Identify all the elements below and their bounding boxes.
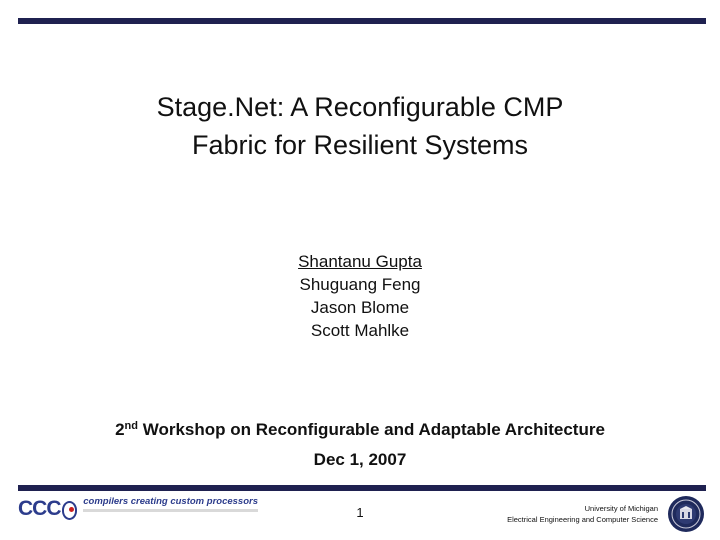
ccc-logo [18, 495, 258, 523]
author-list [0, 250, 720, 342]
workshop-name [0, 411, 720, 445]
affiliation-university: University of Michigan [584, 504, 658, 513]
workshop-ordinal-number: 2 [115, 420, 125, 439]
workshop-title: Workshop on Reconfigurable and Adaptable Architecture [137, 420, 605, 439]
ccc-logo-text: CCC [18, 497, 61, 520]
ccc-tagline: compilers creating custom processors [83, 496, 258, 512]
top-divider [18, 18, 706, 24]
affiliation-department: Electrical Engineering and Computer Science [507, 515, 658, 524]
workshop-ordinal-suffix: nd [124, 420, 138, 432]
venue-block [0, 411, 720, 475]
ccc-emblem-icon [62, 501, 78, 520]
author: Scott Mahlke [310, 321, 410, 340]
slide-title [0, 88, 720, 164]
title-line-1: Stage.Net: A Reconfigurable CMP [156, 92, 564, 122]
title-line-2: Fabric for Resilient Systems [191, 130, 529, 160]
bottom-divider [18, 485, 706, 491]
author: Shuguang Feng [299, 275, 421, 294]
affiliation [440, 503, 658, 525]
author-presenter: Shantanu Gupta [298, 252, 422, 271]
university-seal-icon [667, 495, 705, 533]
workshop-date: Dec 1, 2007 [313, 450, 407, 469]
author: Jason Blome [310, 298, 410, 317]
page-number: 1 [356, 505, 364, 520]
